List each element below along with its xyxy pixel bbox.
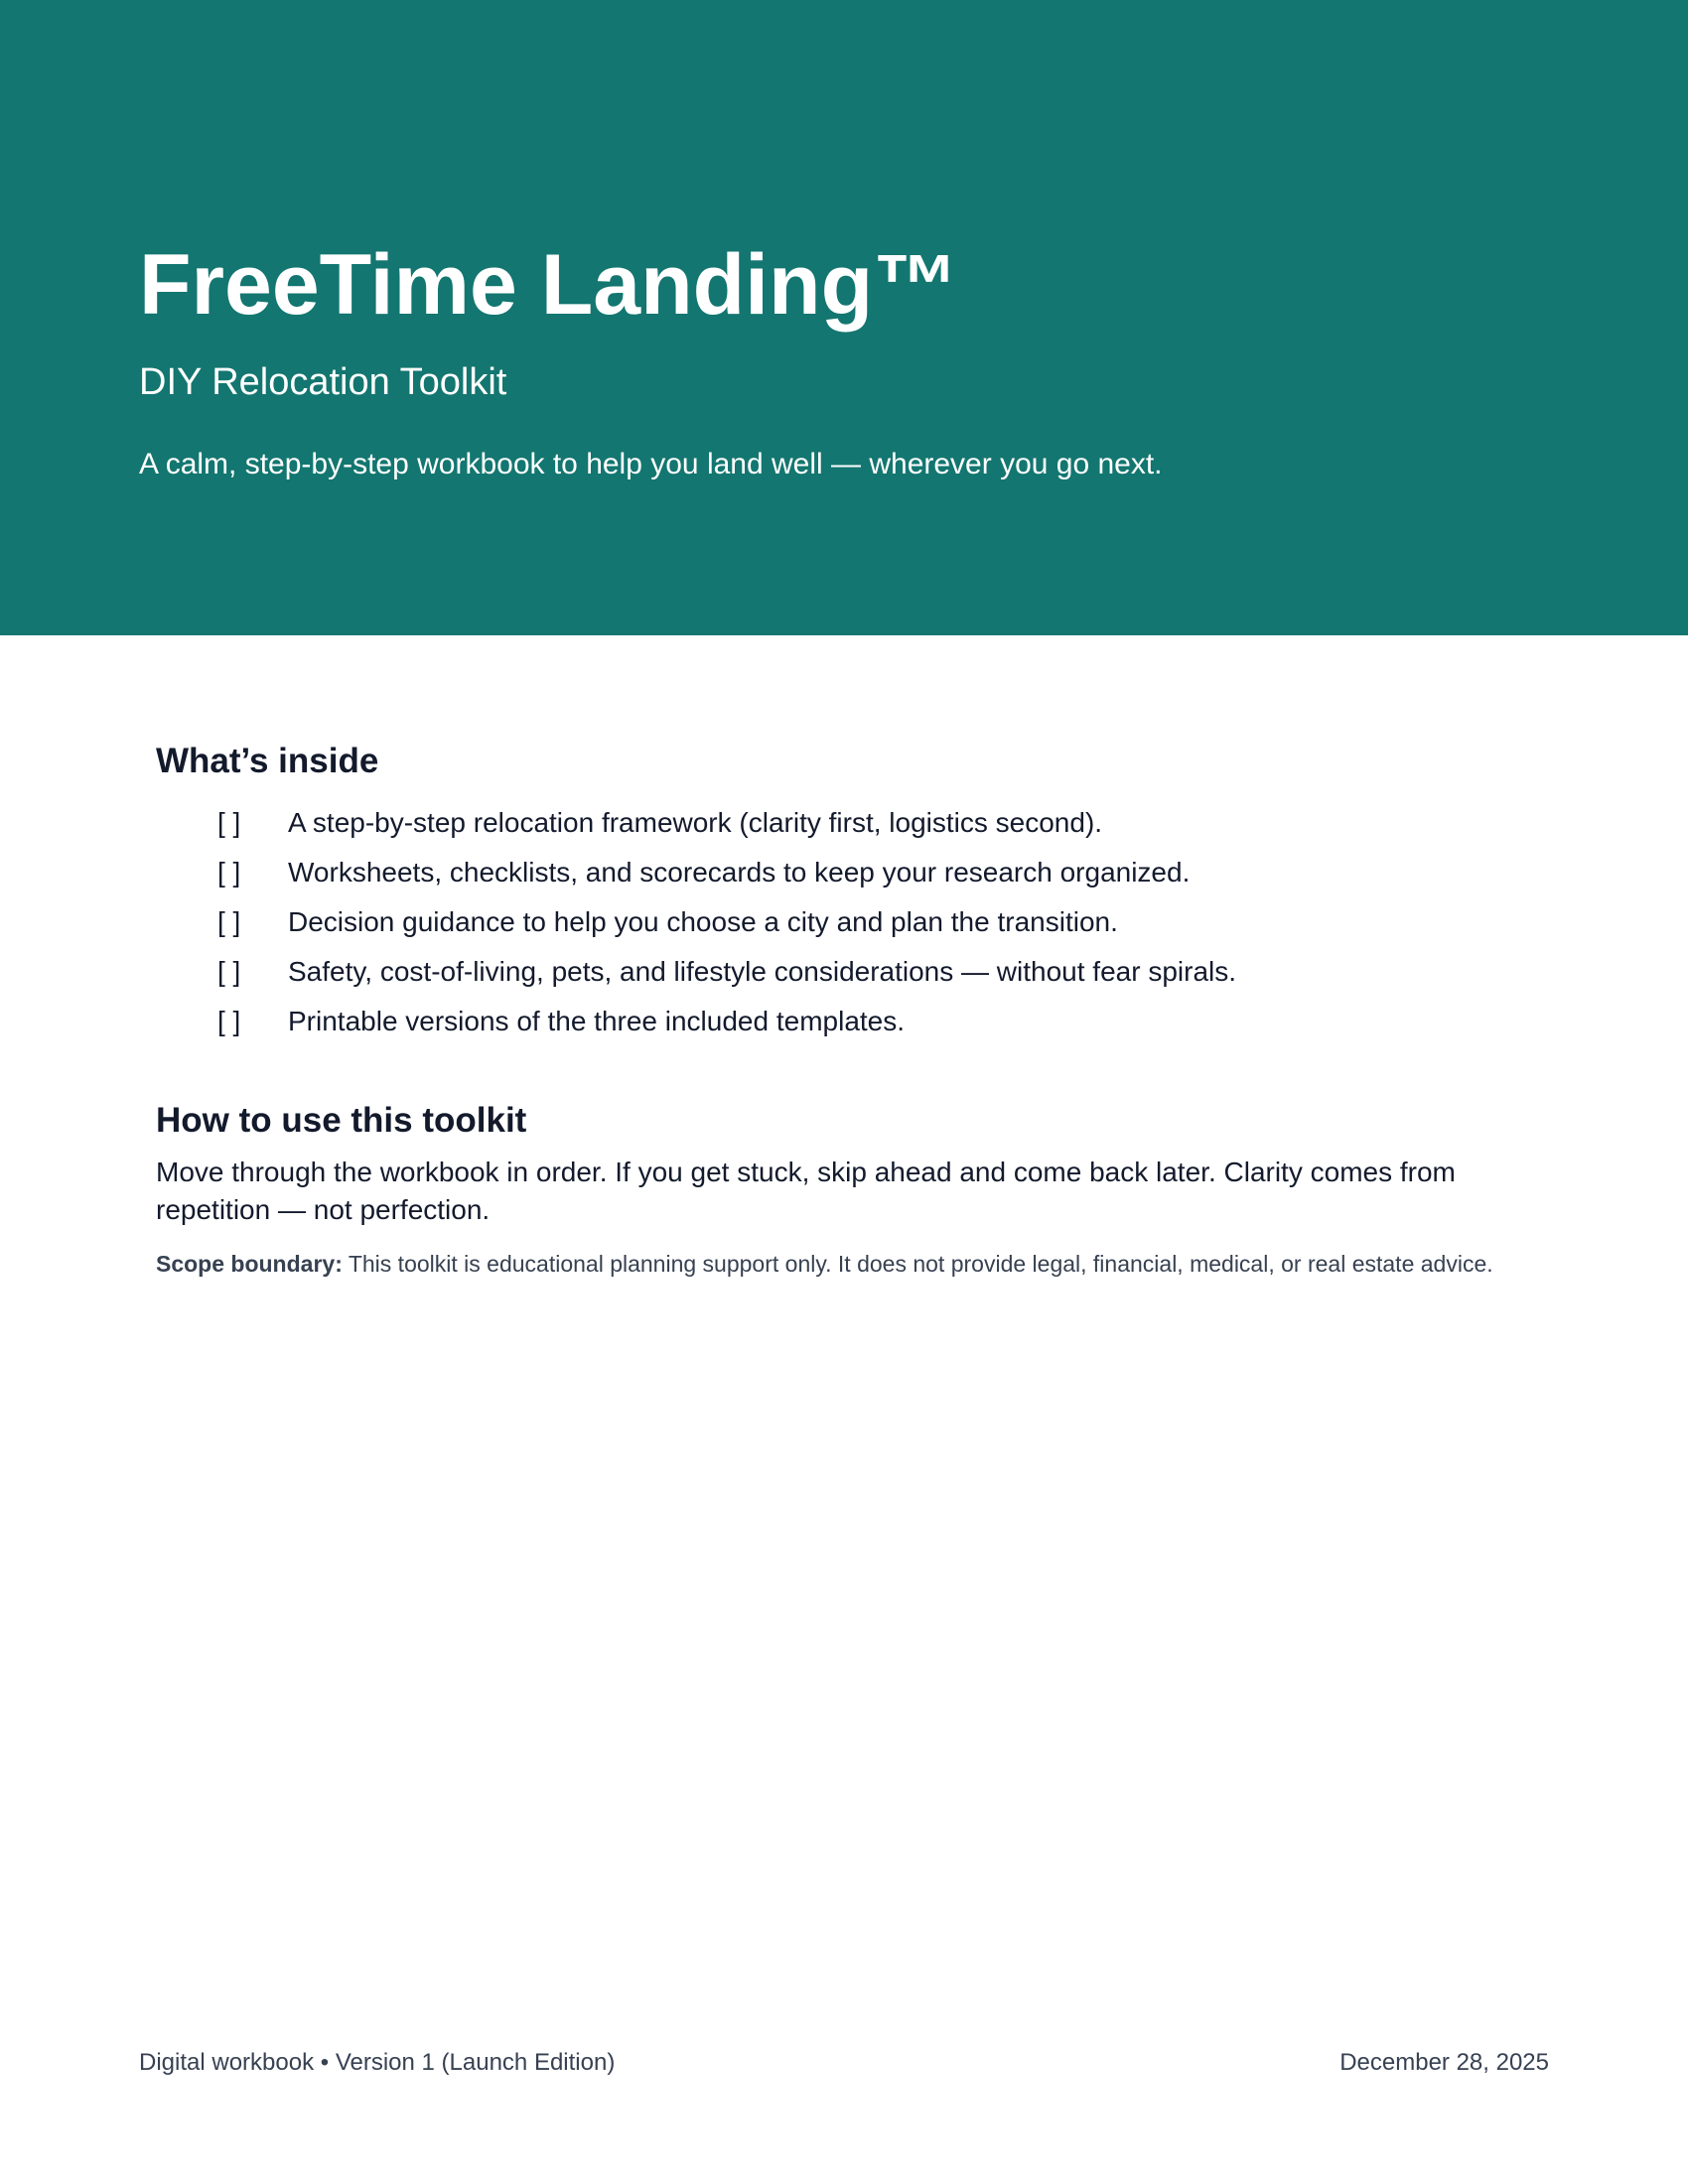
document-title: FreeTime Landing™ — [139, 237, 959, 333]
checkbox-icon: [ ] — [217, 1006, 241, 1036]
checklist-item — [156, 997, 1546, 1046]
scope-boundary-note — [156, 1247, 1546, 1281]
checkbox-icon: [ ] — [217, 857, 241, 887]
checklist-item-text: A step-by-step relocation framework (clarity first, logistics second). — [288, 807, 1103, 838]
checklist-item — [156, 848, 1546, 897]
checkbox-icon: [ ] — [217, 956, 241, 987]
document-subtitle: DIY Relocation Toolkit — [139, 361, 507, 403]
document-tagline: A calm, step-by-step workbook to help you land well — wherever you go next. — [139, 448, 1163, 480]
whats-inside-heading: What’s inside — [156, 742, 379, 780]
checkbox-icon: [ ] — [217, 807, 241, 838]
checklist-item — [156, 897, 1546, 947]
checkbox-icon: [ ] — [217, 906, 241, 937]
checklist-item-text: Worksheets, checklists, and scorecards to keep your research organized. — [288, 857, 1191, 887]
scope-boundary-label: Scope boundary: — [156, 1251, 343, 1277]
scope-boundary-text: This toolkit is educational planning support only. It does not provide legal, financial, medical, or real estate advice. — [342, 1251, 1493, 1277]
publication-date: December 28, 2025 — [1339, 2049, 1549, 2076]
checklist-item-text: Safety, cost-of-living, pets, and lifestyle considerations — without fear spirals. — [288, 956, 1237, 987]
how-to-use-section — [156, 1100, 1546, 1281]
edition-label: Digital workbook • Version 1 (Launch Edition) — [139, 2049, 616, 2076]
checklist-item-text: Decision guidance to help you choose a city and plan the transition. — [288, 906, 1118, 937]
how-to-use-heading: How to use this toolkit — [156, 1101, 527, 1140]
whats-inside-section — [156, 741, 1546, 1046]
cover-header — [0, 0, 1688, 635]
main-content — [156, 741, 1546, 1281]
how-to-use-paragraph: Move through the workbook in order. If you get stuck, skip ahead and come back later. Clarity comes from repetition — not perfection. — [156, 1157, 1456, 1225]
checklist-item-text: Printable versions of the three included templates. — [288, 1006, 906, 1036]
whats-inside-checklist — [156, 798, 1546, 1046]
checklist-item — [156, 798, 1546, 848]
checklist-item — [156, 947, 1546, 997]
